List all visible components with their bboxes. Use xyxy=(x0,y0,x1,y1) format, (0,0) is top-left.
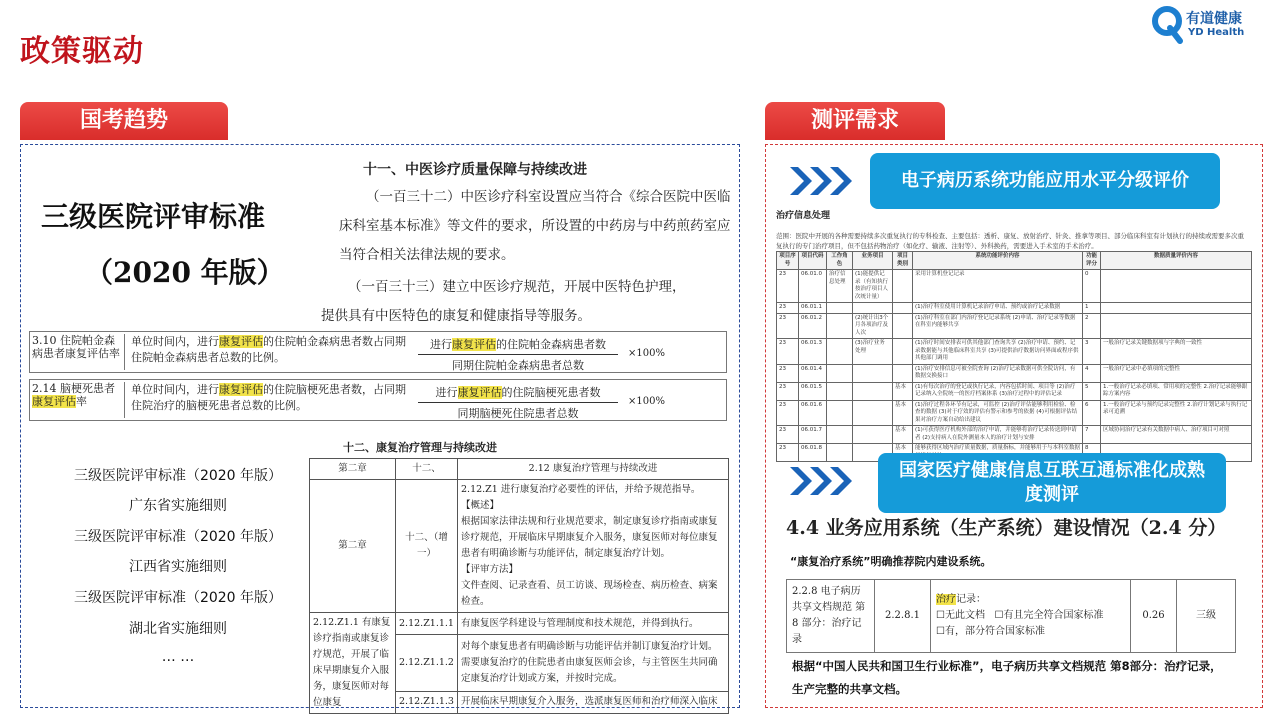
page-title: 政策驱动 xyxy=(20,34,144,69)
table-row: 第二章 十二、（增一） 2.12.Z1 进行康复治疗必要性的评估，并给予规范指导。 【概述】 根据国家法律法规和行业规范要求，制定康复诊疗指南或康复诊疗规范，开展临床早期康复介入服务，康复医师对每位康复患者有明确诊断与功能评估，制定康复治疗计划。 【评审方法】 文件查阅、记录查看、员工访谈、现场检查、病历检查、病案检查。 xyxy=(310,480,729,613)
emr-evaluation-table xyxy=(776,251,1252,462)
interoperability-banner: 国家医疗健康信息互联互通标准化成熟度测评 xyxy=(878,453,1226,513)
clause-132: （一百三十二）中医诊疗科室设置应当符合《综合医院中医临床科室基本标准》等文件的要求，所设置的中药房与中药煎药室应当符合相关法律法规的要求。 xyxy=(339,189,731,263)
emr-scope-text: 范围：医院中开展的各种需要持续多次重复执行的专科检查、主要包括：透析、康复、放射治疗、针灸、推拿等项目、部分临床科室有计划执行的持续或需要多次重复执行的专门治疗项目，但不包括药物治疗（如化疗、输液、注射等）、外科换药，需要进入手术室的手术治疗。 xyxy=(776,232,1244,250)
clause-133: （一百三十三）建立中医诊疗规范，开展中医特色护理， xyxy=(348,279,686,295)
table-row: 23 06.01.8 基本 能够获得区域内治疗质量数据，质量指标，并能够用于与本科室数据 8 xyxy=(777,444,1252,462)
indicator-parkinson xyxy=(29,331,727,373)
chevrons-icon xyxy=(788,163,858,199)
table-row: 2.12.Z1.1.3 开展临床早期康复介入服务，选派康复医师和治疗师深入临床 xyxy=(310,691,729,713)
list-item: 广东省实施细则 xyxy=(129,498,227,514)
rehab-standard-table xyxy=(309,458,729,714)
table-row: 23 06.01.4 (1)治疗安排信息可被全院查询 (2)治疗记录数据可供全院访问，有数据交换接口 4 一般治疗记录中必填项的完整性 xyxy=(777,364,1252,382)
list-item: 三级医院评审标准（2020 年版） xyxy=(73,468,283,484)
indicator-formula: 进行康复评估的住院帕金森病患者数 同期住院帕金森病患者总数 ×100% xyxy=(418,336,726,373)
indicator-stroke xyxy=(29,379,727,421)
left-panel xyxy=(20,144,740,708)
tab-national-trend: 国考趋势 xyxy=(20,102,228,140)
standard-version: （2020 年版） xyxy=(85,256,285,289)
section-11-heading: 十一、中医诊疗质量保障与持续改进 xyxy=(363,162,587,178)
interop-evaluation-table xyxy=(786,579,1236,653)
standard-title: 三级医院评审标准 xyxy=(41,200,266,233)
table-row: 23 06.01.5 基本 (1)有每次治疗的登记或执行记录，内容包括时间、项目等 (2)治疗记录纳入全院统一的医疗档案体系 (3)治疗过程中的评估记录 5 1.一般治疗记录必填项、常用项的完整性 2.治疗记录能够跟踪方案内容 xyxy=(777,382,1252,400)
logo-name-en: YD Health xyxy=(1188,27,1245,38)
table-row: 2.2.8 电子病历共享文档规范 第 8 部分：治疗记录 2.2.8.1 治疗记录： ☐无此文档 ☐有且完全符合国家标准 ☐有，部分符合国家标准 0.26 三级 xyxy=(787,580,1236,653)
indicator-name: 3.10 住院帕金森病患者康复评估率 xyxy=(32,334,120,360)
list-item: 湖北省实施细则 xyxy=(129,621,227,637)
emr-section-label: 治疗信息处理 xyxy=(776,211,831,221)
list-item: 三级医院评审标准（2020 年版） xyxy=(73,529,283,545)
table-row: 23 06.01.6 基本 (1)治疗过程各环节有记录，可监控 (2)治疗评估能够利用检验、检查的数据 (3)对于疗效的评估有警示和参考的依据 (4)可根据评估结果对治疗方案自动给出建议 6 1.一般治疗记录与预约记录完整性 2.治疗计划记录与执行记录可追溯 xyxy=(777,400,1252,426)
indicator-formula: 进行康复评估的住院脑梗死患者数 同期脑梗死住院患者总数 ×100% xyxy=(418,384,726,421)
table-row: 2.12.Z1.1.2 对每个康复患者有明确诊断与功能评估并制订康复治疗计划。需要康复治疗的住院患者由康复医师会诊，与主管医生共同确定康复治疗计划或方案，并按时完成。 xyxy=(310,635,729,691)
table-row: 23 06.01.3 (3)治疗业务处理 (1)治疗时间安排表可供其他部门查询共享 (2)治疗申请、预约、记录数据能与其他临床科室共享 (3)可提供治疗数据访问界面或程序供其他部门调用 3 一般治疗记录关键数据项与字典的一致性 xyxy=(777,339,1252,365)
table-row: 23 06.01.0 治疗信息处理 (1)能提供记录（有知执行按治疗项目人次统计量） 采用计算机登记记录 0 xyxy=(777,270,1252,303)
section-12-heading: 十二、康复治疗管理与持续改进 xyxy=(343,441,497,454)
indicator-definition: 单位时间内，进行康复评估的住院帕金森病患者数占同期住院帕金森病患者总数的比例。 xyxy=(124,334,414,370)
business-system-heading: 4.4 业务应用系统（生产系统）建设情况（2.4 分） xyxy=(786,517,1227,539)
right-panel xyxy=(765,144,1263,708)
logo xyxy=(1150,4,1266,44)
indicator-name: 2.14 脑梗死患者康复评估率 xyxy=(32,382,115,408)
list-item: … … xyxy=(161,649,195,665)
list-item: 三级医院评审标准（2020 年版） xyxy=(73,590,283,606)
list-item: 江西省实施细则 xyxy=(129,559,227,575)
standard-basis-text: 根据“中国人民共和国卫生行业标准”，电子病历共享文档规范 第8部分：治疗记录，生产完整的共享文档。 xyxy=(792,659,1222,696)
logo-name-cn: 有道健康 xyxy=(1186,11,1242,27)
table-header-row: 项目序号 项目代码 工作角色 业务项目 项目类别 系统功能评价内容 功能评分 数据质量评价内容 xyxy=(777,252,1252,270)
indicator-definition: 单位时间内，进行康复评估的住院脑梗死患者数，占同期住院治疗的脑梗死患者总数的比例。 xyxy=(124,382,414,418)
table-row: 第二章 十二、 2.12 康复治疗管理与持续改进 xyxy=(310,459,729,480)
table-row: 23 06.01.7 基本 (1)可获得医疗机构外部的治疗申请，并能够将治疗记录传送到申请者 (2)支持病人在院外测量本人的治疗计划与安排 7 区域协同治疗记录有关数据中病人、治疗项目可对照 xyxy=(777,426,1252,444)
table-row: 2.12.Z1.1 有康复诊疗指南或康复诊疗规范，开展了临床早期康复介入服务，康复医师对每位康复 2.12.Z1.1.1 有康复医学科建设与管理制度和技术规范，并得到执行。 xyxy=(310,613,729,635)
clause-133-cont: 提供具有中医特色的康复和健康指导等服务。 xyxy=(321,308,591,324)
table-row: 23 06.01.2 (2)统计出3个月各项治疗及人次 (1)治疗科室在部门内治疗登记记录系统 (2)申请、治疗记录等数据在科室内能够共享 2 xyxy=(777,313,1252,339)
logo-q-icon xyxy=(1150,4,1188,44)
emr-evaluation-banner: 电子病历系统功能应用水平分级评价 xyxy=(870,153,1220,209)
chevrons-icon xyxy=(788,463,858,499)
table-row: 23 06.01.1 (1)治疗科室使用计算机记录治疗申请、预约或治疗记录数据 1 xyxy=(777,303,1252,314)
rehab-system-note: “康复治疗系统”明确推荐院内建设系统。 xyxy=(790,555,992,568)
tab-evaluation-needs: 测评需求 xyxy=(765,102,945,140)
